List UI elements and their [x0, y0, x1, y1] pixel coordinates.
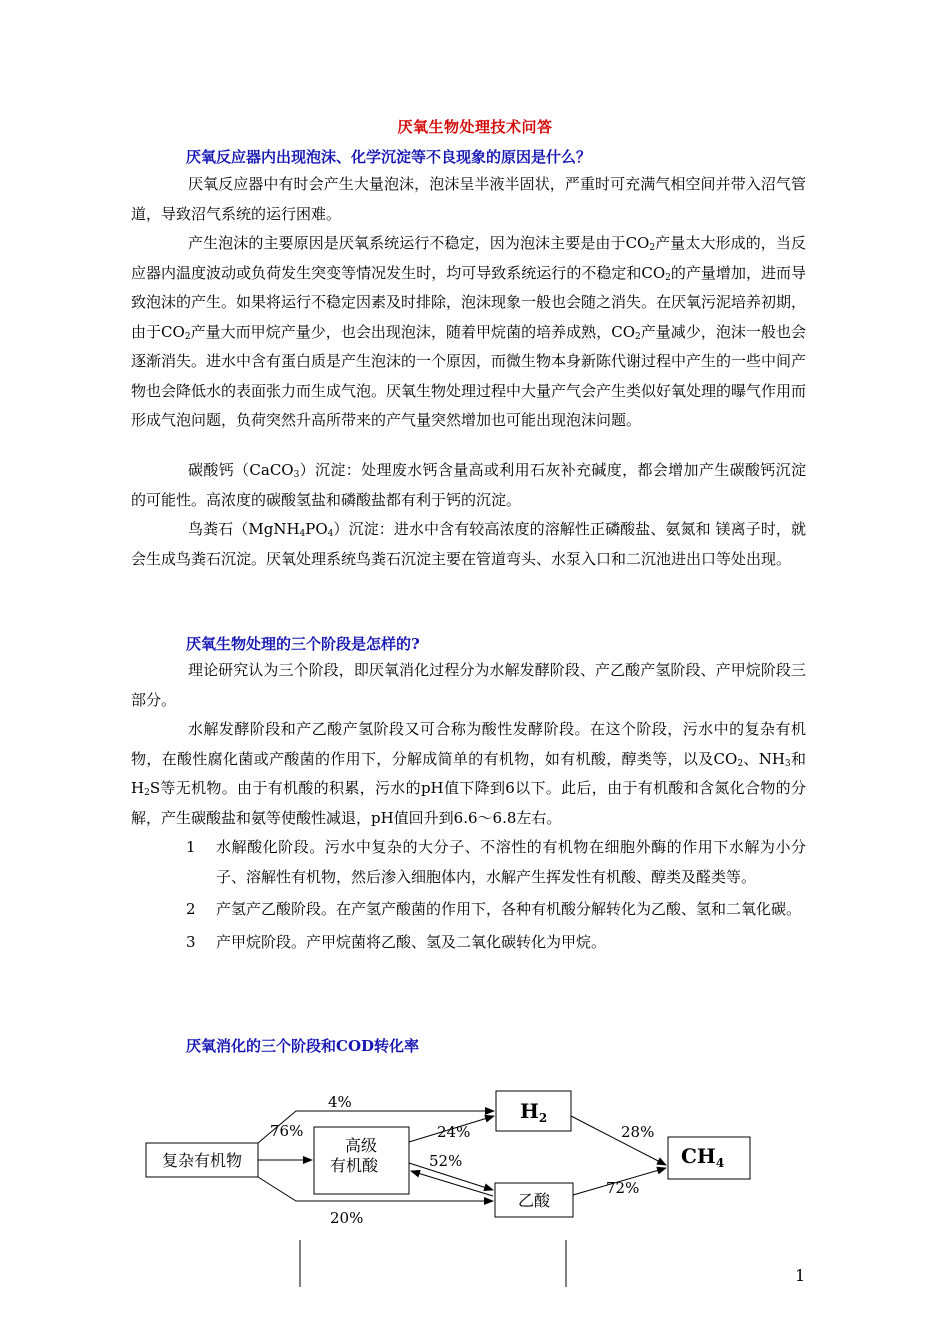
list-text: 产氢产乙酸阶段。在产氢产酸菌的作用下，各种有机酸分解转化为乙酸、氢和二氧化碳。 — [216, 900, 802, 918]
paragraph-text: ）沉淀：处理废水钙含量高或利用石灰补充碱度，都会增加产生碳酸钙沉淀的可能性。高浓度的碳酸氢盐和磷酸盐都有利于钙的沉淀。 — [131, 461, 806, 509]
label-h2: $H_2$ — [520, 1099, 548, 1125]
paragraph-text: 产生泡沫的主要原因是厌氧系统运行不稳定，因为泡沫主要是由于CO — [188, 234, 650, 252]
paragraph-text: PO — [305, 520, 328, 538]
page-title: 厌氧生物处理技术问答 — [397, 118, 553, 136]
pct-label: 52% — [429, 1152, 463, 1170]
subscript: 2 — [184, 331, 191, 342]
list-text: 水解酸化阶段。污水中复杂的大分子、不溶性的有机物在细胞外酶的作用下水解为小分子、溶解性有机物，然后渗入细胞体内，水解产生挥发性有机酸、醇类及醛类等。 — [216, 838, 806, 886]
subscript: 3 — [293, 470, 300, 480]
paragraph-text: 、NH — [743, 749, 785, 768]
subscript: 4 — [299, 529, 306, 539]
label-acetic-acid: 乙酸 — [517, 1191, 551, 1210]
subscript: 2 — [737, 758, 744, 769]
pct-label: 72% — [606, 1179, 640, 1197]
paragraph-text: 理论研究认为三个阶段，即厌氧消化过程分为水解发酵阶段、产乙酸产氢阶段、产甲烷阶段三部分。 — [131, 661, 806, 709]
paragraph-text: 产量减少，泡沫一般也会逐渐消失。进水中含有蛋白质是产生泡沫的一个原因，而微生物本身新陈代谢过程中产生的一些中间产物也会降低水的表面张力而生成气泡。厌氧生物处理过程中大量产气会产生类似好氧处理的曝气作用而形成气泡问题，负荷突然升高所带来的产气量突然增加也可能出现泡沫问题。 — [131, 322, 807, 429]
arrow-acetic-to-acids — [411, 1171, 493, 1196]
paragraph-text: 厌氧反应器中有时会产生大量泡沫，泡沫呈半液半固状，严重时可充满气相空间并带入沼气管道，导致沼气系统的运行困难。 — [131, 175, 806, 223]
subscript: 2 — [665, 272, 671, 283]
paragraph-text: S等无机物。由于有机酸的积累，污水的pH值下降到6以下。此后，由于有机酸和含氮化合物的分解，产生碳酸盐和氨等使酸性减退，pH值回升到6.6～6.8左右。 — [131, 779, 806, 827]
paragraph-text: 水解发酵阶段和产乙酸产氢阶段又可合称为酸性发酵阶段。在这个阶段，污水中的复杂有机物，在酸性腐化菌或产酸菌的作用下，分解成简单的有机物，如有机酸，醇类等，以及CO — [131, 720, 806, 768]
paragraph-text: 碳酸钙（CaCO — [188, 461, 294, 479]
question-heading-1: 厌氧反应器内出现泡沫、化学沉淀等不良现象的原因是什么？ — [186, 148, 592, 166]
subscript: 2 — [144, 788, 150, 798]
paragraph-text: 产量太大形成的，当反应器内温度波动或负荷发生突变等情况发生时，均可导致系统运行的不稳定和CO — [131, 234, 806, 282]
pct-label: 4% — [328, 1093, 352, 1111]
list-text: 产甲烷阶段。产甲烷菌将乙酸、氢及二氧化碳转化为甲烷。 — [216, 932, 607, 951]
pct-label: 28% — [621, 1123, 655, 1141]
subscript: 2 — [635, 331, 641, 342]
paragraph-text: 的产量增加，进而导致泡沫的产生。如果将运行不稳定因素及时排除，泡沫现象一般也会随之消失。在厌氧污泥培养初期，由于CO — [131, 263, 807, 341]
pct-label: 24% — [437, 1123, 471, 1141]
label-higher-1: 高级 — [344, 1136, 378, 1155]
label-ch4: $CH_4$ — [681, 1144, 725, 1170]
paragraph-text: 鸟粪石（MgNH — [188, 520, 300, 538]
question-heading-2: 厌氧生物处理的三个阶段是怎样的? — [186, 635, 420, 653]
pct-label: 76% — [270, 1122, 304, 1140]
paragraph-text: ）沉淀：进水中含有较高浓度的溶解性正磷酸盐、氨氮和 镁离子时，就会生成鸟粪石沉淀。厌氧处理系统鸟粪石沉淀主要在管道弯头、水泵入口和二沉池进出口等处出现。 — [131, 520, 806, 568]
page-number: 1 — [795, 1266, 806, 1285]
pct-label: 20% — [330, 1209, 364, 1227]
label-complex-organics: 复杂有机物 — [161, 1151, 243, 1170]
list-number: 3 — [186, 932, 196, 951]
subscript: 4 — [327, 529, 334, 539]
list-number: 2 — [186, 900, 196, 918]
label-higher-2: 有机酸 — [329, 1156, 379, 1175]
question-heading-3: 厌氧消化的三个阶段和COD转化率 — [186, 1037, 420, 1055]
paragraph-text: 和H — [131, 749, 806, 797]
subscript: 3 — [784, 758, 791, 769]
paragraph-text: 产量大而甲烷产量少，也会出现泡沫，随着甲烷菌的培养成熟，CO — [190, 322, 635, 341]
list-number: 1 — [186, 838, 196, 856]
subscript: 2 — [649, 243, 656, 253]
